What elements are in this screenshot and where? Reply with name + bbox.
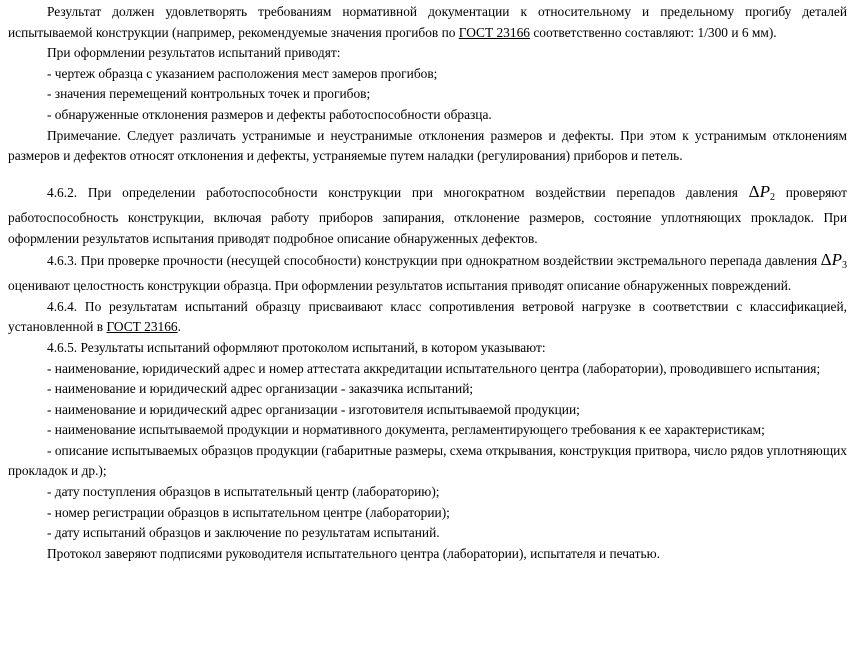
- formula-delta-p2: $\Delta P_2$: [748, 181, 775, 203]
- list-item: - дату испытаний образцов и заключение по результатам испытаний.: [47, 525, 440, 541]
- list-item: - наименование и юридический адрес организации - изготовителя испытываемой продукции;: [47, 401, 580, 417]
- paragraph-gap: [8, 167, 847, 182]
- paragraph-reporting-intro: При оформлении результатов испытаний приводят:: [47, 45, 341, 61]
- list-item: - описание испытываемых образцов продукции (габаритные размеры, схема открывания, конструкция притвора, число рядов уплотняющих прокладок и др.);: [8, 442, 847, 479]
- paragraph-protocol-certification: Протокол заверяют подписями руководителя испытательного центра (лаборатории), испытателя и печатью.: [47, 545, 660, 561]
- gost-23166-link[interactable]: ГОСТ 23166: [458, 24, 530, 40]
- paragraph-4-6-2: 4.6.2. При определении работоспособности конструкции при многократном воздействии перепадов давления $\Delta P_2$ проверяют работоспособность конструкции, включая работу приборов запирания, отклонение размеров, состояние уплотняющих прокладок. При оформлении результатов испытания приводят подробное описание обнаруженных дефектов.: [8, 181, 847, 246]
- formula-delta-p3: $\Delta P_3$: [820, 249, 847, 271]
- paragraph-4-6-5: 4.6.5. Результаты испытаний оформляют протоколом испытаний, в котором указывают:: [47, 339, 546, 355]
- paragraph-4-6-3: 4.6.3. При проверке прочности (несущей способности) конструкции при однократном воздействии экстремального перепада давления $\Delta P_3$ оценивают целостность конструкции образца. При оформлении результатов испытания приводят описание обнаруженных повреждений.: [8, 249, 847, 294]
- paragraph-4-6-4: 4.6.4. По результатам испытаний образцу присваивают класс сопротивления ветровой нагрузке в соответствии с классификацией, установленной в ГОСТ 23166.: [8, 298, 847, 335]
- list-item: - наименование и юридический адрес организации - заказчика испытаний;: [47, 381, 474, 397]
- list-item: - наименование испытываемой продукции и нормативного документа, регламентирующего требования к ее характеристикам;: [47, 422, 765, 438]
- paragraph-result-requirements: Результат должен удовлетворять требованиям нормативной документации к относительному и предельному прогибу деталей испытываемой конструкции (например, рекомендуемые значения прогибов по ГОСТ 23166 соответственно составляют: 1/300 и 6 мм).: [8, 4, 847, 40]
- list-item: - номер регистрации образцов в испытательном центре (лаборатории);: [47, 504, 450, 520]
- list-item: - обнаруженные отклонения размеров и дефекты работоспособности образца.: [47, 106, 492, 122]
- list-item: - значения перемещений контрольных точек и прогибов;: [47, 86, 371, 102]
- paragraph-note: Примечание. Следует различать устранимые и неустранимые отклонения размеров и дефекты. При этом к устранимым отклонениям размеров и дефектов относят отклонения и дефекты, устраняемые путем наладки (регулирования) приборов и петель.: [8, 127, 847, 164]
- list-item: - чертеж образца с указанием расположения мест замеров прогибов;: [47, 65, 438, 81]
- list-item: - наименование, юридический адрес и номер аттестата аккредитации испытательного центра (лаборатории), проводившего испытания;: [47, 360, 821, 376]
- gost-23166-link[interactable]: ГОСТ 23166: [106, 319, 178, 335]
- list-item: - дату поступления образцов в испытательный центр (лабораторию);: [47, 484, 440, 500]
